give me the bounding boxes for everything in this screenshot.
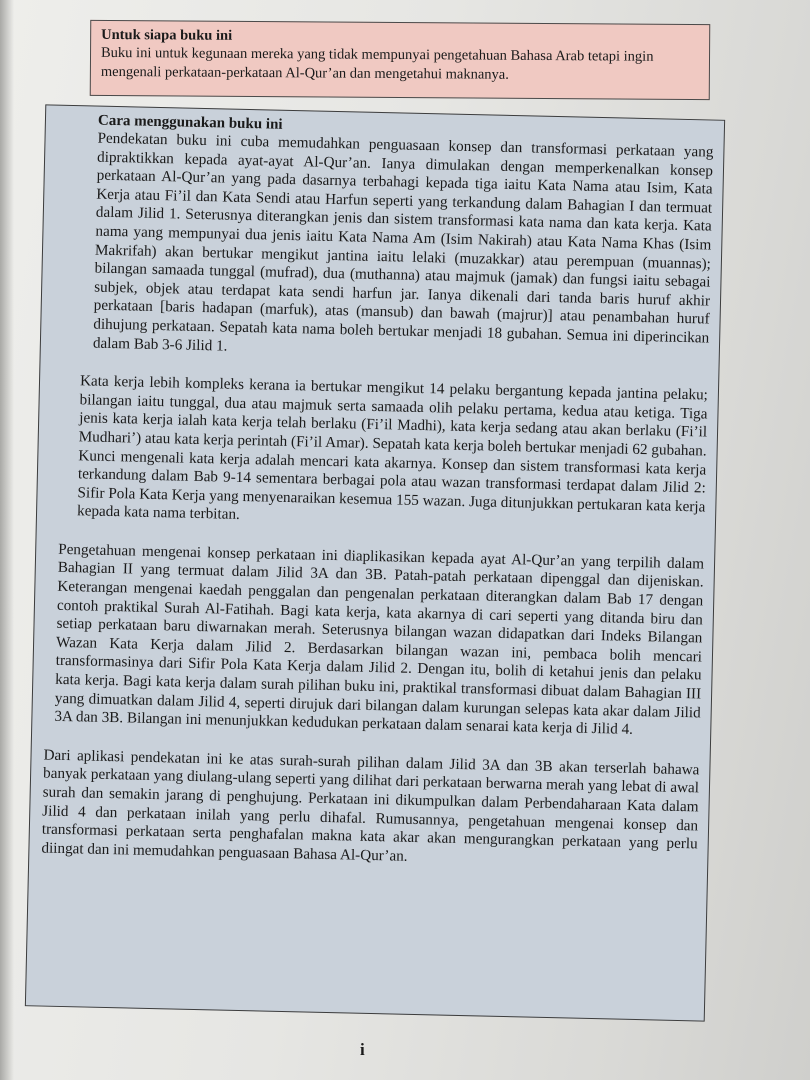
usage-heading: Cara menggunakan buku ini bbox=[97, 112, 283, 133]
usage-paragraph-4: Dari aplikasi pendekatan ini ke atas surah-surah pilihan dalam Jilid 3A dan 3B akan terserlah bahawa banyak perkataan yang diulang-ulang seperti yang dilihat dari perkataan berwarna merah yang lebat di awal surah dan semakin jarang di penghujung. Perkataan ini dikumpulkan dalam Perbendaharaan Kata dalam Jilid 4 dan perkataan inilah yang perlu dihafal. Rumusannya, pengetahuan mengenai konsep dan transformasi perkataan serta penghafalan makna kata akar akan mengurangkan perkataan yang perlu diingat dan ini memudahkan penguasaan Bahasa Al-Qur’an. bbox=[41, 746, 700, 865]
intro-text: Buku ini untuk kegunaan mereka yang tidak mempunyai pengetahuan Bahasa Arab tetapi ingin mengenali perkataan-perkataan Al-Qur’an dan mengetahui maknanya. bbox=[100, 44, 654, 83]
intro-box bbox=[90, 20, 711, 100]
page-number: i bbox=[360, 1040, 365, 1059]
usage-paragraph-3: Pengetahuan mengenai konsep perkataan ini diaplikasikan kepada ayat Al-Qur’an yang terpilih dalam Bahagian II yang termuat dalam Jilid 3A dan 3B. Patah-patah perkataan dipenggal dan dijeniskan. Keterangan mengenai kaedah penggalan dan pengenalan perkataan diterangkan dalam Bab 17 dengan contoh praktikal Surah Al-Fatihah. Bagi kata kerja, kata akarnya di cari seperti yang ditanda biru dan setiap perkataan baru diwarnakan merah. Seterusnya bilangan wazan didapatkan dari Indeks Bilangan Wazan Kata Kerja dalam Jilid 2. Berdasarkan bilangan wazan ini, pembaca bolih mencari transformasinya dari Sifir Pola Kata Kerja dalam Jilid 2. Dengan itu, bolih di ketahui jenis dan pelaku kata kerja. Bagi kata kerja dalam surah pilihan buku ini, praktikal transformasi dibuat dalam Bahagian III yang dimuatkan dalam Jilid 4, seperti dirujuk dari bilangan dalam kurungan selepas kata akar dalam Jilid 3A dan 3B. Bilangan ini menunjukkan kedudukan perkataan dalam senarai kata kerja di Jilid 4. bbox=[54, 540, 705, 739]
intro-heading: Untuk siapa buku ini bbox=[101, 26, 233, 44]
usage-box bbox=[25, 104, 725, 1021]
usage-paragraph-1: Pendekatan buku ini cuba memudahkan penguasaan konsep dan transformasi perkataan yang dipraktikkan kepada ayat-ayat Al-Qur’an. Ianya dimulakan dengan memperkenalkan konsep perkataan Al-Qur’an yang pada dasarnya terbahagi kepada tiga iaitu Kata Nama atau Isim, Kata Kerja atau Fi’il dan Kata Sendi atau Harfun seperti yang terkandung dalam Bahagian I dan termuat dalam Jilid 1. Seterusnya diterangkan jenis dan sistem transformasi kata nama dan kata kerja. Kata nama yang mempunyai dua jenis iaitu Kata Nama Am (Isim Nakirah) atau Kata Nama Khas (Isim Makrifah) akan bertukar mengikut jantina iaitu lelaki (muzakkar) atau perempuan (muannas); bilangan samaada tunggal (mufrad), dua (muthanna) atau majmuk (jamak) dan fungsi iaitu sebagai subjek, objek atau terdapat kata sendi harfun jar. Ianya dikenali dari tanda baris huruf akhir perkataan [baris hadapan (marfuk), atas (mansub) dan bawah (majrur)] atau penambahan huruf dihujung perkataan. Sepatah kata nama boleh bertukar menjadi 18 gubahan. Semua ini diperincikan dalam Bab 3-6 Jilid 1. bbox=[92, 129, 714, 355]
page-gutter-shadow bbox=[0, 0, 14, 1080]
usage-paragraph-2: Kata kerja lebih kompleks kerana ia bertukar mengikut 14 pelaku bergantung kepada jantina pelaku; bilangan iaitu tunggal, dua atau majmuk serta samaada olih pelaku pertama, kedua atau ketiga. Tiga jenis kata kerja ialah kata kerja telah berlaku (Fi’il Madhi), kata kerja sedang atau akan berlaku (Fi’il Mudhari’) atau kata kerja perintah (Fi’il Amar). Sepatah kata kerja boleh bertukar menjadi 62 gubahan. Kunci mengenali kata kerja adalah mencari kata akarnya. Konsep dan sistem transformasi kata kerja terkandung dalam Bab 9-14 sementara berbagai pola atau wazan transformasi terdapat dalam Jilid 2: Sifir Pola Kata Kerja yang menyenaraikan kesemua 155 wazan. Juga ditunjukkan pertukaran kata kerja kepada kata nama terbitan. bbox=[76, 372, 709, 524]
